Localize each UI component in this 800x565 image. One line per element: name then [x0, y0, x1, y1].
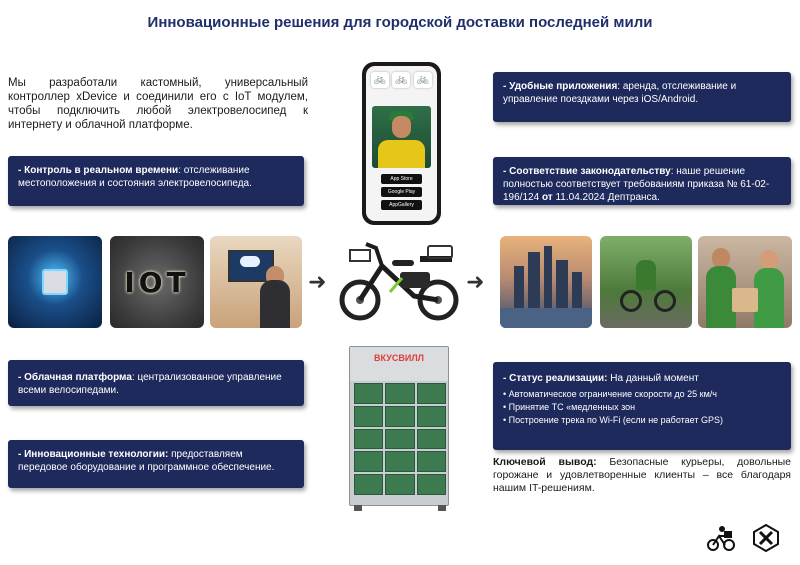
courier-riding-bike-image — [600, 236, 692, 328]
conclusion-text — [493, 456, 791, 495]
arrow-right-icon: ➜ — [308, 269, 327, 294]
status-list — [503, 388, 781, 427]
card-text: : аренда, отслеживание и управление поездками через iOS/Android. — [503, 81, 737, 105]
list-item: • Построение трека по Wi-Fi (если не работает GPS) — [503, 414, 781, 427]
page-title: Инновационные решения для городской доставки последней мили — [147, 14, 653, 31]
card-text: : наше решение полностью соответствует требованиям приказа № 61-02-196/124 — [503, 166, 770, 203]
card-apps — [493, 72, 791, 122]
card-text: : централизованное управление всеми велосипедами. — [18, 372, 282, 396]
courier-logo-icon — [706, 523, 736, 553]
card-legislation — [493, 157, 791, 205]
operator-workstation-image — [210, 236, 302, 328]
card-text: На данный момент — [607, 373, 699, 384]
list-item: • Принятие ТС «медленных зон — [503, 401, 781, 414]
card-implementation-status — [493, 362, 791, 450]
conclusion-heading: Ключевой вывод: — [493, 456, 597, 468]
card-heading: - Инновационные технологии: — [18, 449, 169, 460]
appgallery-badge[interactable]: AppGallery — [381, 200, 422, 210]
company-logo-icon — [752, 524, 780, 552]
card-text-bold: от — [541, 192, 553, 203]
card-text: 11.04.2024 Дептранса. — [552, 192, 660, 203]
card-innovative-tech — [8, 440, 304, 488]
card-heading: - Удобные приложения — [503, 81, 618, 92]
card-heading: - Облачная платформа — [18, 372, 132, 383]
phone-mockup — [362, 62, 441, 225]
card-cloud-platform — [8, 360, 304, 406]
parcel-locker-image — [349, 346, 449, 506]
card-text: предоставляем передовое оборудование и программное обеспечение. — [18, 449, 275, 473]
card-heading: - Соответствие законодательству — [503, 166, 671, 177]
phone-screen — [366, 66, 437, 221]
bike-icon: 🚲 — [392, 72, 410, 88]
card-heading: - Статус реализации: — [503, 373, 608, 384]
card-realtime-control — [8, 156, 304, 206]
app-bike-icons — [366, 66, 437, 90]
card-text: : отслеживание местоположения и состояния электровелосипеда. — [18, 165, 252, 189]
bike-icon: 🚲 — [414, 72, 432, 88]
microchip-image — [8, 236, 102, 328]
conclusion-body: Безопасные курьеры, довольные горожане и удовлетворенные клиенты – все благодаря нашим IT-решениям. — [493, 456, 791, 494]
locker-brand-label: ВКУСВИЛЛ — [374, 353, 424, 363]
iot-label: IOT — [124, 266, 190, 299]
iot-image — [110, 236, 204, 328]
courier-photo — [372, 106, 431, 168]
bike-icon: 🚲 — [371, 72, 389, 88]
google-play-badge[interactable]: Google Play — [381, 187, 422, 197]
locker-cells — [354, 383, 446, 495]
city-skyline-image — [500, 236, 592, 328]
intro-text: Мы разработали кастомный, универсальный контроллер xDevice и соединили его с IoT модулем, чтобы подключить любой электровелосипед к интернету и облачной платформе. — [8, 77, 308, 131]
arrow-right-icon: ➜ — [466, 269, 485, 294]
electric-bike-image — [336, 238, 462, 322]
delivery-handoff-image — [698, 236, 792, 328]
card-heading: - Контроль в реальном времени — [18, 165, 179, 176]
app-store-badge[interactable]: App Store — [381, 174, 422, 184]
list-item: • Автоматическое ограничение скорости до 25 км/ч — [503, 388, 781, 401]
